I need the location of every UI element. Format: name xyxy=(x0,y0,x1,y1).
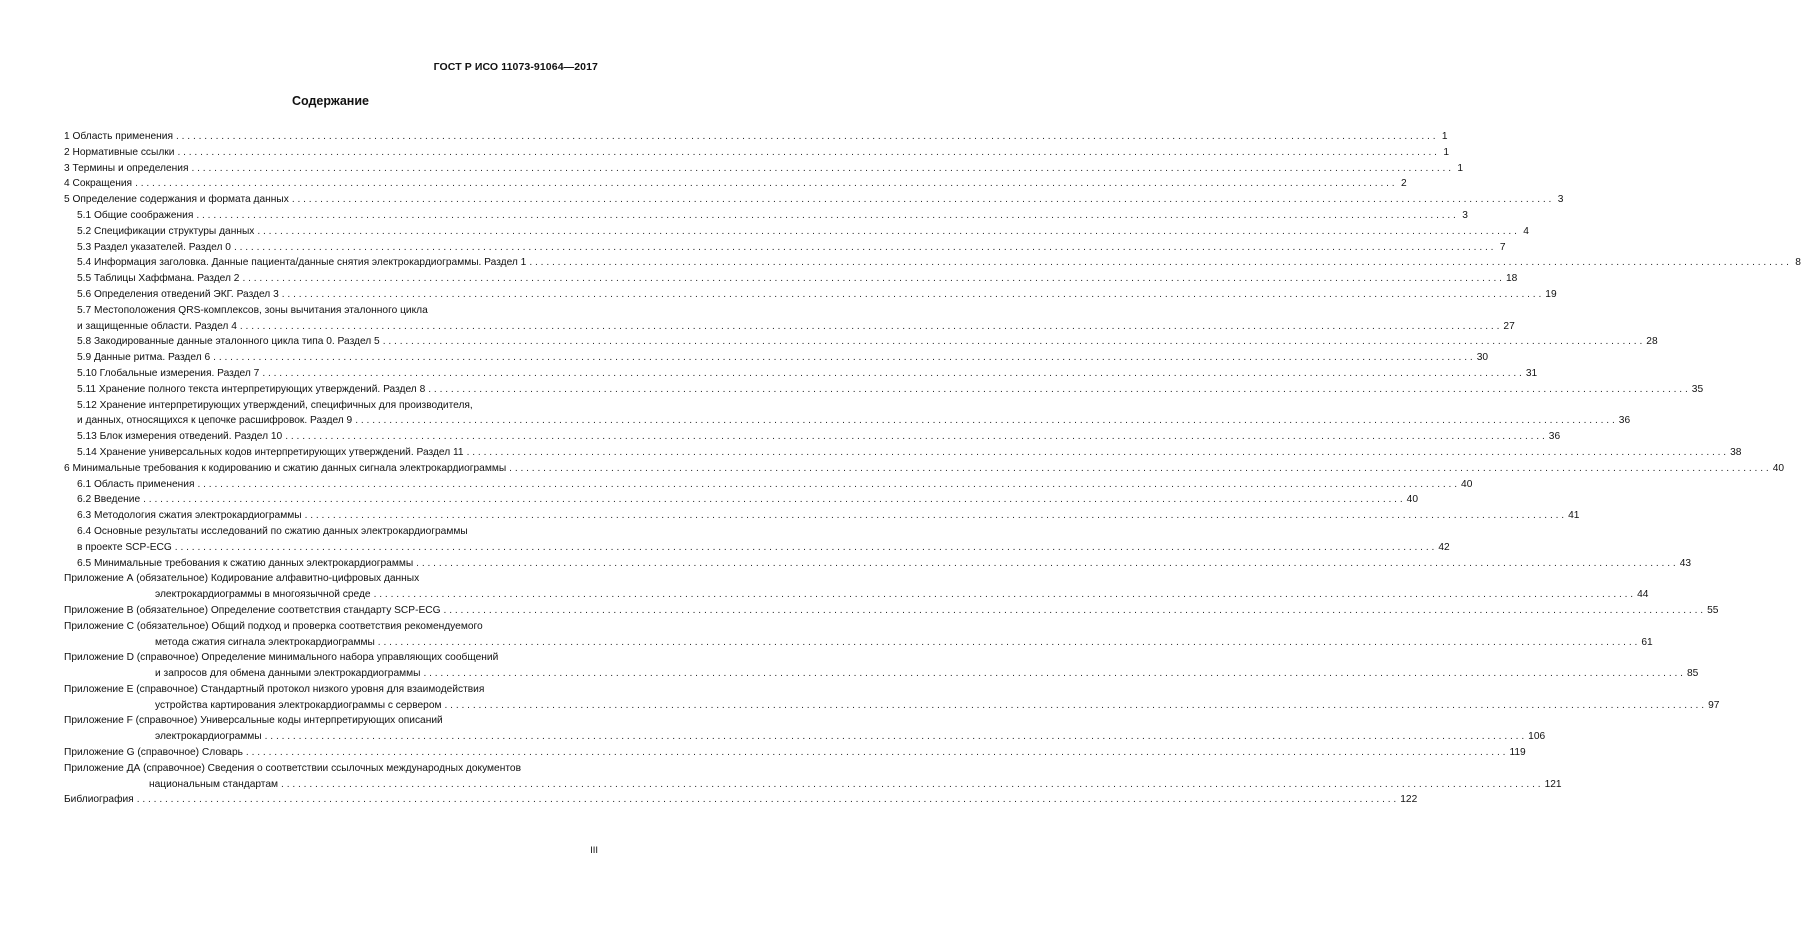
toc-dot-leader xyxy=(302,508,1565,524)
toc-dot-leader xyxy=(194,477,1457,493)
toc-entry-title-line: Приложение ДА (справочное) Сведения о соответствии ссылочных международных документов xyxy=(64,762,521,774)
toc-page-number: 42 xyxy=(1438,541,1450,553)
toc-dot-leader xyxy=(254,224,1517,240)
toc-dot-leader xyxy=(210,350,1473,366)
toc-entry-title-line: 6.4 Основные результаты исследований по сжатию данных электрокардиограммы xyxy=(77,525,468,537)
toc-page-number: 55 xyxy=(1707,604,1719,616)
toc-dot-leader xyxy=(352,413,1615,429)
toc-entry[interactable] xyxy=(64,224,1529,240)
toc-entry-title: 5.1 Общие соображения xyxy=(77,209,194,221)
toc-entry-title-line: 5.7 Местоположения QRS-комплексов, зоны вычитания эталонного цикла xyxy=(77,304,428,316)
toc-entry-title-line: 5.12 Хранение интерпретирующих утверждений, специфичных для производителя, xyxy=(77,399,473,411)
toc-page-number: 106 xyxy=(1528,731,1546,743)
toc-entry-title: 5.2 Спецификации структуры данных xyxy=(77,225,255,237)
toc-dot-leader xyxy=(441,603,1704,619)
toc-entry-title: 5.14 Хранение универсальных кодов интерпретирующих утверждений. Раздел 11 xyxy=(77,446,464,458)
toc-dot-leader xyxy=(371,587,1634,603)
toc-entry-title: национальным стандартам xyxy=(149,778,279,790)
toc-dot-leader xyxy=(279,287,1542,303)
toc-page-number: 40 xyxy=(1461,478,1473,490)
toc-dot-leader xyxy=(282,429,1545,445)
toc-entry-title-line: Приложение С (обязательное) Общий подход и проверка соответствия рекомендуемого xyxy=(64,620,483,632)
toc-entry-title: Приложение В (обязательное) Определение соответствия стандарту SCP-ECG xyxy=(64,604,441,616)
toc-dot-leader xyxy=(380,334,1643,350)
toc-entry-title: 5.8 Закодированные данные эталонного цикла типа 0. Раздел 5 xyxy=(77,336,380,348)
toc-page-number: 30 xyxy=(1476,352,1489,364)
toc-entry[interactable] xyxy=(64,398,1631,430)
toc-page-number: 85 xyxy=(1687,668,1699,680)
toc-entry[interactable] xyxy=(64,145,1449,161)
toc-entry-title: 5.10 Глобальные измерения. Раздел 7 xyxy=(77,367,260,379)
page-title: Содержание xyxy=(291,94,369,108)
toc-page-number: 4 xyxy=(1523,225,1529,237)
toc-dot-leader xyxy=(526,255,1789,271)
toc-dot-leader xyxy=(193,208,1456,224)
document-header: ГОСТ Р ИСО 11073-91064—2017 xyxy=(433,61,598,73)
toc-entry[interactable] xyxy=(64,382,1704,398)
toc-entry[interactable] xyxy=(64,492,1419,508)
toc-entry-title: в проекте SCP-ECG xyxy=(77,541,172,553)
toc-dot-leader xyxy=(464,445,1727,461)
toc-dot-leader xyxy=(243,745,1506,761)
toc-entry[interactable] xyxy=(64,761,1562,793)
toc-entry-title: 5.11 Хранение полного текста интерпретирующих утверждений. Раздел 8 xyxy=(77,383,426,395)
toc-entry-title: 5.5 Таблицы Хаффмана. Раздел 2 xyxy=(77,273,240,285)
toc-page-number: 44 xyxy=(1637,589,1649,601)
toc-entry[interactable] xyxy=(64,192,1564,208)
toc-dot-leader xyxy=(132,176,1395,192)
toc-entry-title: 5.13 Блок измерения отведений. Раздел 10 xyxy=(77,431,283,443)
toc-entry[interactable] xyxy=(64,556,1692,572)
toc-entry[interactable] xyxy=(64,650,1699,682)
toc-entry[interactable] xyxy=(64,429,1561,445)
toc-entry[interactable] xyxy=(64,334,1658,350)
toc-entry[interactable] xyxy=(64,208,1468,224)
toc-page-number: 31 xyxy=(1525,367,1538,379)
toc-entry-title: метода сжатия сигнала электрокардиограммы xyxy=(155,636,375,648)
table-of-contents xyxy=(64,129,1801,808)
toc-dot-leader xyxy=(172,540,1435,556)
toc-entry-title: и запросов для обмена данными электрокардиограммы xyxy=(155,668,421,680)
toc-entry-title: электрокардиограммы xyxy=(155,731,262,743)
toc-page-number: 121 xyxy=(1544,778,1562,790)
toc-dot-leader xyxy=(413,556,1676,572)
toc-entry[interactable] xyxy=(64,571,1649,603)
toc-page-number: 97 xyxy=(1708,699,1720,711)
toc-dot-leader xyxy=(237,319,1500,335)
toc-dot-leader xyxy=(174,145,1437,161)
toc-entry-title: 3 Термины и определения xyxy=(64,162,189,174)
toc-page-number: 122 xyxy=(1400,794,1418,806)
toc-page-number: 3 xyxy=(1462,209,1468,221)
toc-entry[interactable] xyxy=(64,792,1418,808)
toc-entry-title: электрокардиограммы в многоязычной среде xyxy=(155,589,371,601)
toc-entry-title: 5.6 Определения отведений ЭКГ. Раздел 3 xyxy=(77,288,279,300)
toc-entry-title-line: Приложение F (справочное) Универсальные коды интерпретирующих описаний xyxy=(64,715,443,727)
toc-page-number: 19 xyxy=(1545,288,1557,300)
toc-page-number: 1 xyxy=(1457,162,1464,174)
toc-page-number: 2 xyxy=(1400,178,1407,190)
toc-entry[interactable] xyxy=(64,445,1742,461)
toc-entry-title: 1 Область применения xyxy=(64,131,173,142)
toc-page-number: 41 xyxy=(1568,510,1580,522)
toc-dot-leader xyxy=(262,729,1525,745)
toc-entry-title: 5.4 Информация заголовка. Данные пациента/данные снятия электрокардиограммы. Раздел 1 xyxy=(77,257,527,269)
toc-page-number: 40 xyxy=(1772,462,1785,474)
toc-entry-title-line: Приложение А (обязательное) Кодирование алфавитно-цифровых данных xyxy=(64,573,420,585)
toc-entry-title-line: Приложение D (справочное) Определение минимального набора управляющих сообщений xyxy=(64,652,499,664)
toc-entry-title: 5.9 Данные ритма. Раздел 6 xyxy=(77,352,211,364)
toc-entry[interactable] xyxy=(64,524,1450,556)
toc-entry[interactable] xyxy=(64,461,1785,477)
toc-entry[interactable] xyxy=(64,255,1801,271)
toc-entry-title: 4 Сокращения xyxy=(64,178,133,190)
toc-dot-leader xyxy=(375,635,1638,651)
toc-dot-leader xyxy=(173,129,1436,145)
toc-page-number: 1 xyxy=(1443,146,1449,158)
toc-entry-title: Приложение G (справочное) Словарь xyxy=(64,747,243,759)
toc-entry[interactable] xyxy=(64,303,1515,335)
toc-dot-leader xyxy=(420,666,1683,682)
toc-page-number: 40 xyxy=(1406,494,1419,506)
toc-dot-leader xyxy=(442,698,1705,714)
toc-page-number: 1 xyxy=(1441,131,1448,142)
page-number: III xyxy=(590,845,598,856)
toc-dot-leader xyxy=(134,792,1397,808)
toc-page-number: 119 xyxy=(1509,747,1526,759)
toc-entry-title: 6.5 Минимальные требования к сжатию данных электрокардиограммы xyxy=(77,557,414,569)
toc-dot-leader xyxy=(239,271,1502,287)
toc-page-number: 18 xyxy=(1505,273,1518,285)
toc-entry[interactable] xyxy=(64,477,1473,493)
toc-page-number: 7 xyxy=(1499,241,1506,253)
toc-entry[interactable] xyxy=(64,366,1538,382)
toc-page-number: 27 xyxy=(1503,320,1515,332)
toc-dot-leader xyxy=(425,382,1688,398)
toc-entry-title: 5.3 Раздел указателей. Раздел 0 xyxy=(77,241,231,253)
toc-entry-title: 6.3 Методология сжатия электрокардиограммы xyxy=(77,510,302,522)
toc-entry[interactable] xyxy=(64,161,1464,177)
toc-page-number: 36 xyxy=(1548,431,1561,443)
toc-dot-leader xyxy=(278,777,1541,793)
toc-entry[interactable] xyxy=(64,603,1719,619)
toc-entry[interactable] xyxy=(64,745,1526,761)
toc-dot-leader xyxy=(188,161,1451,177)
toc-dot-leader xyxy=(289,192,1552,208)
toc-entry[interactable] xyxy=(64,619,1653,651)
toc-page-number: 35 xyxy=(1691,383,1704,395)
toc-entry[interactable] xyxy=(64,240,1506,256)
toc-entry[interactable] xyxy=(64,287,1557,303)
toc-dot-leader xyxy=(231,240,1494,256)
toc-dot-leader xyxy=(140,492,1403,508)
toc-entry[interactable] xyxy=(64,350,1489,366)
toc-entry-title: 6.2 Введение xyxy=(77,494,141,506)
toc-dot-leader xyxy=(259,366,1522,382)
toc-page-number: 61 xyxy=(1641,636,1653,648)
toc-entry-title: 6.1 Область применения xyxy=(77,478,195,490)
toc-dot-leader xyxy=(506,461,1769,477)
toc-entry-title: 2 Нормативные ссылки xyxy=(64,146,175,158)
toc-page-number: 43 xyxy=(1679,557,1692,569)
toc-entry-title: 5 Определение содержания и формата данных xyxy=(64,194,289,206)
toc-entry[interactable] xyxy=(64,508,1580,524)
toc-entry[interactable] xyxy=(64,176,1407,192)
toc-page-number: 28 xyxy=(1646,336,1658,348)
toc-entry[interactable] xyxy=(64,271,1518,287)
toc-entry-title-line: Приложение Е (справочное) Стандартный протокол низкого уровня для взаимодействия xyxy=(64,683,485,695)
toc-entry[interactable] xyxy=(64,129,1448,145)
toc-page-number: 36 xyxy=(1618,415,1631,427)
toc-entry[interactable] xyxy=(64,682,1720,714)
toc-page-number: 8 xyxy=(1795,257,1801,269)
toc-page-number: 38 xyxy=(1730,446,1742,458)
toc-page-number: 3 xyxy=(1557,194,1564,206)
toc-entry-title: 6 Минимальные требования к кодированию и сжатию данных сигнала электрокардиограммы xyxy=(64,462,507,474)
toc-entry-title: Библиография xyxy=(64,794,134,806)
toc-entry-title: и данных, относящихся к цепочке расшифровок. Раздел 9 xyxy=(77,415,353,427)
toc-entry[interactable] xyxy=(64,713,1546,745)
toc-entry-title: устройства картирования электрокардиограммы с сервером xyxy=(155,699,442,711)
toc-entry-title: и защищенные области. Раздел 4 xyxy=(77,320,237,332)
